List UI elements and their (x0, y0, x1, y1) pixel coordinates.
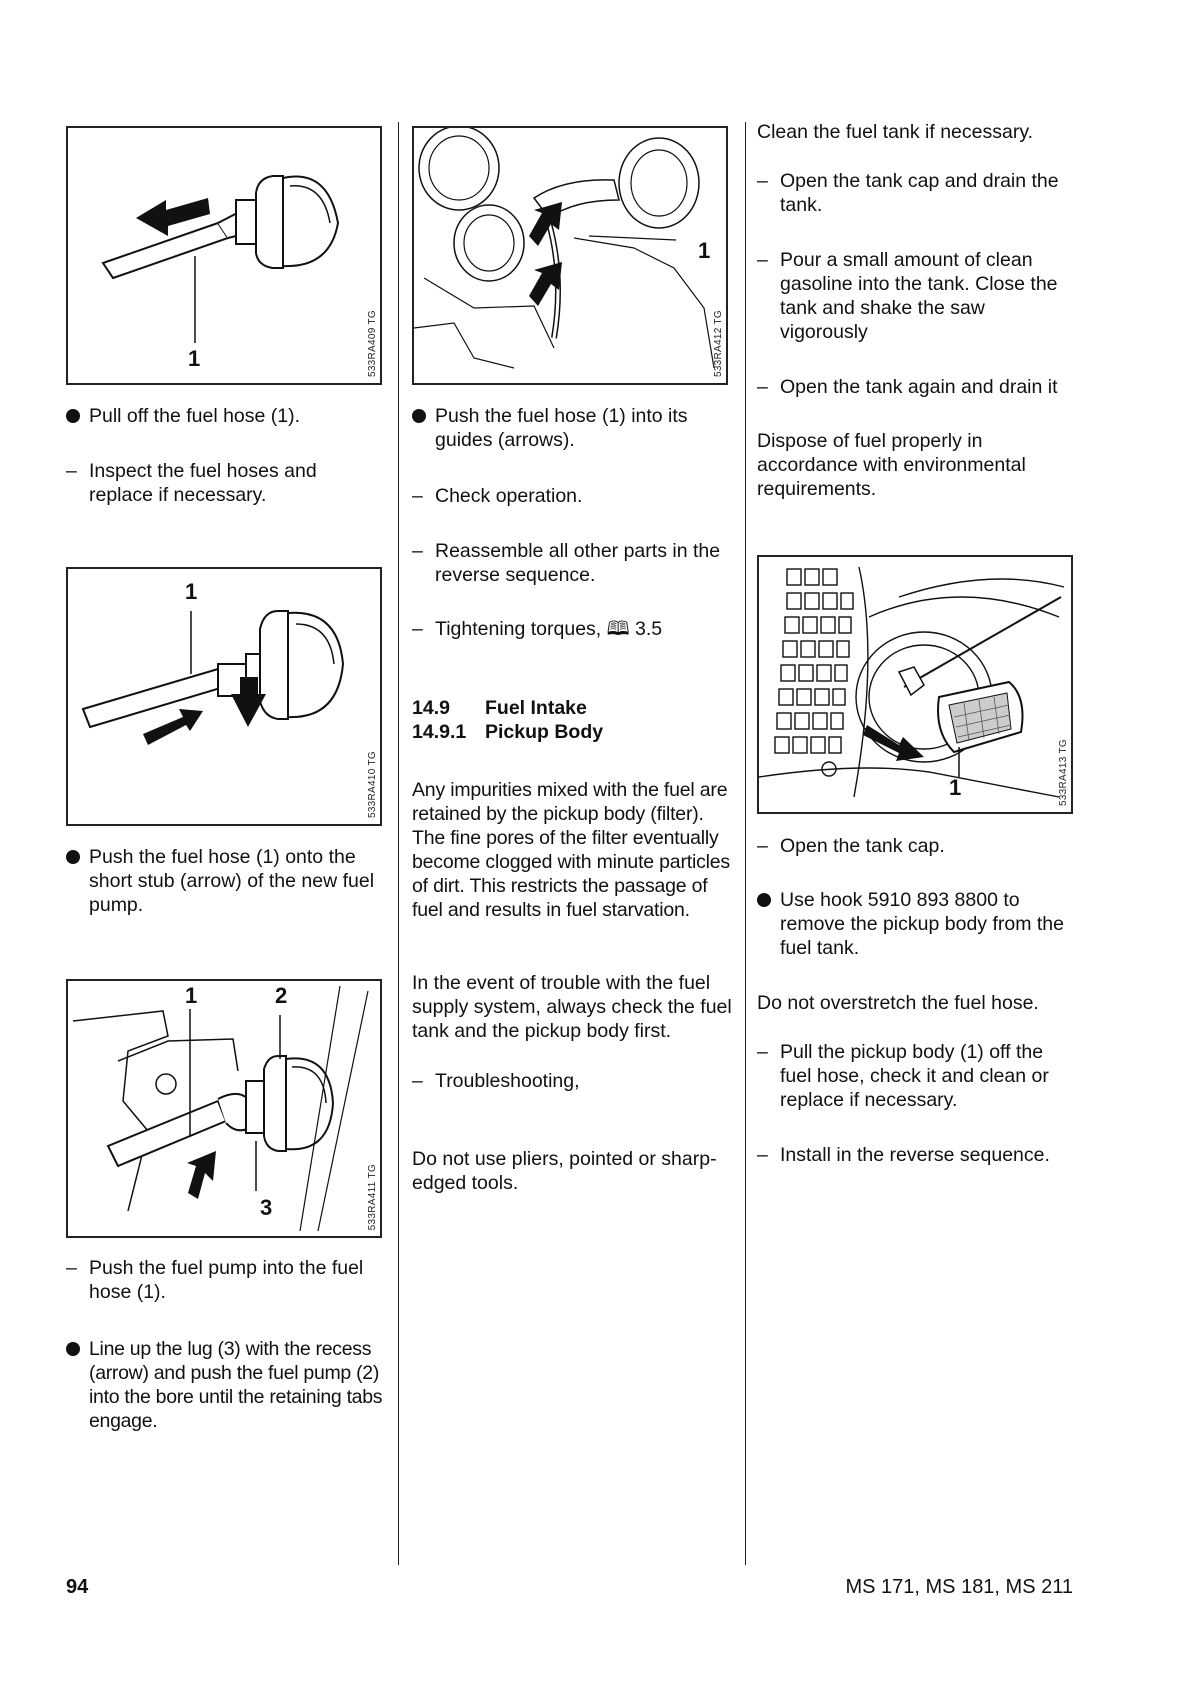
figure-push-hose-onto-stub (66, 567, 382, 826)
instruction-dash (412, 484, 732, 508)
instruction-text: Push the fuel hose (1) into its guides (arrows). (435, 405, 688, 451)
section-heading (412, 696, 732, 720)
instruction-dash (757, 248, 1077, 344)
instruction-dash (757, 169, 1077, 217)
instruction-text: Use hook 5910 893 8800 to remove the pickup body from the fuel tank. (780, 889, 1064, 959)
callout-1: 1 (185, 983, 198, 1008)
bullet-marker (66, 404, 86, 429)
instruction-dash (757, 1143, 1077, 1167)
instruction-dash (412, 617, 732, 641)
callout-1: 1 (698, 238, 711, 263)
callout-1: 1 (185, 579, 198, 604)
figure-code: 533RA411 TG (367, 1163, 378, 1230)
instruction-text: Check operation. (435, 485, 583, 507)
dash-marker: – (66, 1257, 77, 1279)
figure-pickup-body (757, 555, 1073, 814)
callout-1: 1 (949, 775, 962, 800)
fuel-pump-hose-illustration (68, 128, 380, 383)
figure-hose-guides (412, 126, 728, 385)
instruction-text: Pull off the fuel hose (1). (89, 405, 301, 427)
bullet-marker (757, 888, 777, 913)
instruction-text: Open the tank cap. (780, 835, 945, 857)
fuel-hose-stub-illustration (68, 569, 380, 824)
instruction-bullet (66, 1337, 388, 1433)
bullet-marker (66, 1337, 86, 1362)
figure-pull-off-hose (66, 126, 382, 385)
dash-marker: – (757, 249, 768, 271)
paragraph: Any impurities mixed with the fuel are retained by the pickup body (filter). The fine pores of the filter eventually become clogged with minute particles of dirt. This restricts the passage of fuel and results in fuel starvation. (412, 779, 730, 921)
instruction-dash (412, 539, 732, 587)
dash-marker: – (757, 1041, 768, 1063)
instruction-text: Open the tank again and drain it (780, 376, 1058, 398)
bullet-marker (66, 845, 86, 870)
subsection-number: 14.9.1 (412, 721, 467, 743)
model-list: MS 171, MS 181, MS 211 (845, 1576, 1073, 1598)
figure-fuel-pump-install (66, 979, 382, 1238)
instruction-bullet (412, 404, 732, 452)
subsection-heading (412, 720, 732, 744)
section-number: 14.9 (412, 697, 450, 719)
figure-code: 533RA412 TG (713, 309, 724, 377)
subsection-title: Pickup Body (485, 721, 604, 743)
figure-code: 533RA409 TG (367, 309, 378, 377)
instruction-text: Push the fuel pump into the fuel hose (1). (89, 1257, 364, 1303)
instruction-text: Pull the pickup body (1) off the fuel hose, check it and clean or replace if necessary. (780, 1041, 1049, 1111)
instruction-text: Line up the lug (3) with the recess (arrow) and push the fuel pump (2) into the bore until the retaining tabs engage. (89, 1338, 383, 1432)
instruction-text: Inspect the fuel hoses and replace if necessary. (89, 460, 317, 506)
paragraph: Do not overstretch the fuel hose. (757, 992, 1039, 1014)
instruction-dash (66, 1256, 386, 1304)
dash-marker: – (412, 540, 423, 562)
column-divider-2 (745, 122, 746, 1565)
dash-marker: – (757, 835, 768, 857)
figure-code: 533RA410 TG (367, 750, 378, 818)
paragraph: Dispose of fuel properly in accordance with environmental requirements. (757, 430, 1026, 500)
paragraph: Clean the fuel tank if necessary. (757, 121, 1034, 143)
instruction-text: Pour a small amount of clean gasoline into the tank. Close the tank and shake the saw vigorously (780, 249, 1058, 343)
instruction-text: Push the fuel hose (1) onto the short stub (arrow) of the new fuel pump. (89, 846, 375, 916)
figure-code: 533RA413 TG (1058, 738, 1069, 806)
dash-marker: – (66, 460, 77, 482)
instruction-dash (412, 1069, 732, 1093)
dash-marker: – (412, 1070, 423, 1092)
dash-marker: – (757, 1144, 768, 1166)
instruction-bullet (66, 845, 386, 917)
pickup-body-hook-illustration (759, 557, 1071, 812)
fuel-pump-installation-illustration (68, 981, 380, 1236)
instruction-dash (757, 1040, 1077, 1112)
paragraph: In the event of trouble with the fuel supply system, always check the fuel tank and the pickup body first. (412, 972, 732, 1042)
dash-marker: – (757, 376, 768, 398)
dash-marker: – (412, 618, 423, 640)
callout-3: 3 (260, 1195, 273, 1220)
bullet-marker (412, 404, 432, 429)
callout-2: 2 (275, 983, 288, 1008)
instruction-text: Troubleshooting, (435, 1070, 580, 1092)
dash-marker: – (757, 170, 768, 192)
page-number: 94 (66, 1576, 89, 1598)
instruction-text: Install in the reverse sequence. (780, 1144, 1050, 1166)
instruction-dash (66, 459, 366, 507)
instruction-dash (757, 375, 1077, 399)
instruction-dash (757, 834, 1077, 858)
instruction-text: Tightening torques, 🕮 3.5 (435, 618, 663, 640)
dash-marker: – (412, 485, 423, 507)
section-title: Fuel Intake (485, 697, 587, 719)
instruction-bullet (757, 888, 1077, 960)
instruction-bullet (66, 404, 386, 428)
fuel-hose-guides-illustration (414, 128, 726, 383)
instruction-text: Open the tank cap and drain the tank. (780, 170, 1059, 216)
paragraph: Do not use pliers, pointed or sharp-edged tools. (412, 1148, 717, 1194)
instruction-text: Reassemble all other parts in the reverse sequence. (435, 540, 721, 586)
column-divider-1 (398, 122, 399, 1565)
callout-1: 1 (188, 346, 201, 371)
